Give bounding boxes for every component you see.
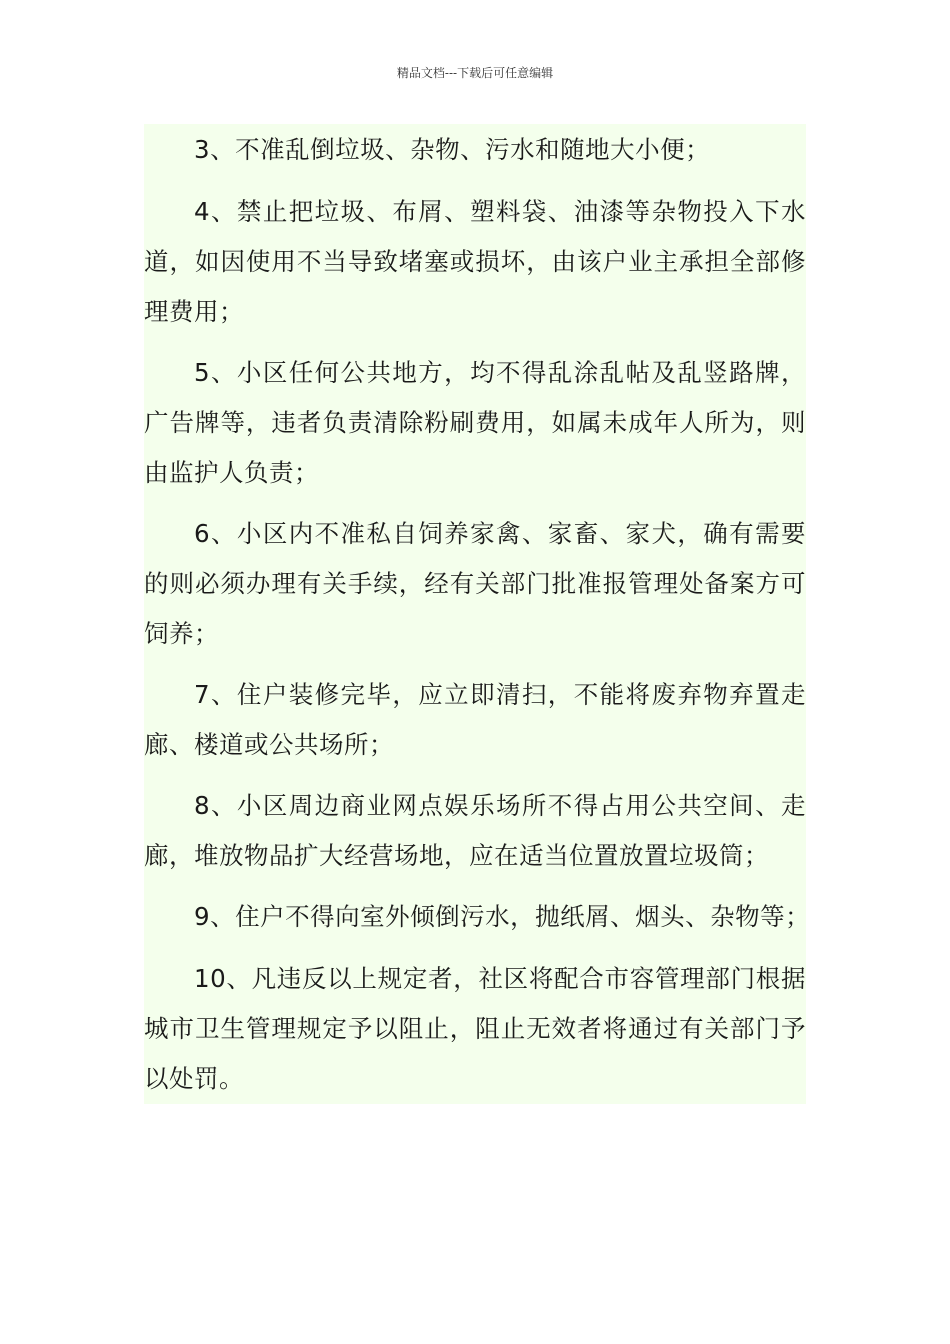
rule-paragraph-9: 9、住户不得向室外倾倒污水，抛纸屑、烟头、杂物等； [194, 902, 811, 931]
rule-paragraph-8: 8、小区周边商业网点娱乐场所不得占用公共空间、走廊，堆放物品扩大经营场地，应在适当位置放置垃圾筒； [144, 791, 806, 870]
rule-paragraph-10: 10、凡违反以上规定者，社区将配合市容管理部门根据城市卫生管理规定予以阻止，阻止无效者将通过有关部门予以处罚。 [144, 964, 806, 1093]
rule-paragraph-7: 7、住户装修完毕，应立即清扫，不能将废弃物弃置走廊、楼道或公共场所； [144, 680, 806, 759]
rule-paragraph-6: 6、小区内不准私自饲养家禽、家畜、家犬，确有需要的则必须办理有关手续，经有关部门批准报管理处备案方可饲养； [144, 519, 806, 648]
document-body [144, 124, 811, 1104]
page-header: 精品文档---下载后可任意编辑 [396, 66, 554, 80]
rule-paragraph-5: 5、小区任何公共地方，均不得乱涂乱帖及乱竖路牌，广告牌等，违者负责清除粉刷费用，如属未成年人所为，则由监护人负责； [144, 358, 806, 487]
rule-paragraph-3: 3、不准乱倒垃圾、杂物、污水和随地大小便； [194, 135, 711, 164]
rule-paragraph-4: 4、禁止把垃圾、布屑、塑料袋、油漆等杂物投入下水道，如因使用不当导致堵塞或损坏，由该户业主承担全部修理费用； [144, 197, 806, 326]
